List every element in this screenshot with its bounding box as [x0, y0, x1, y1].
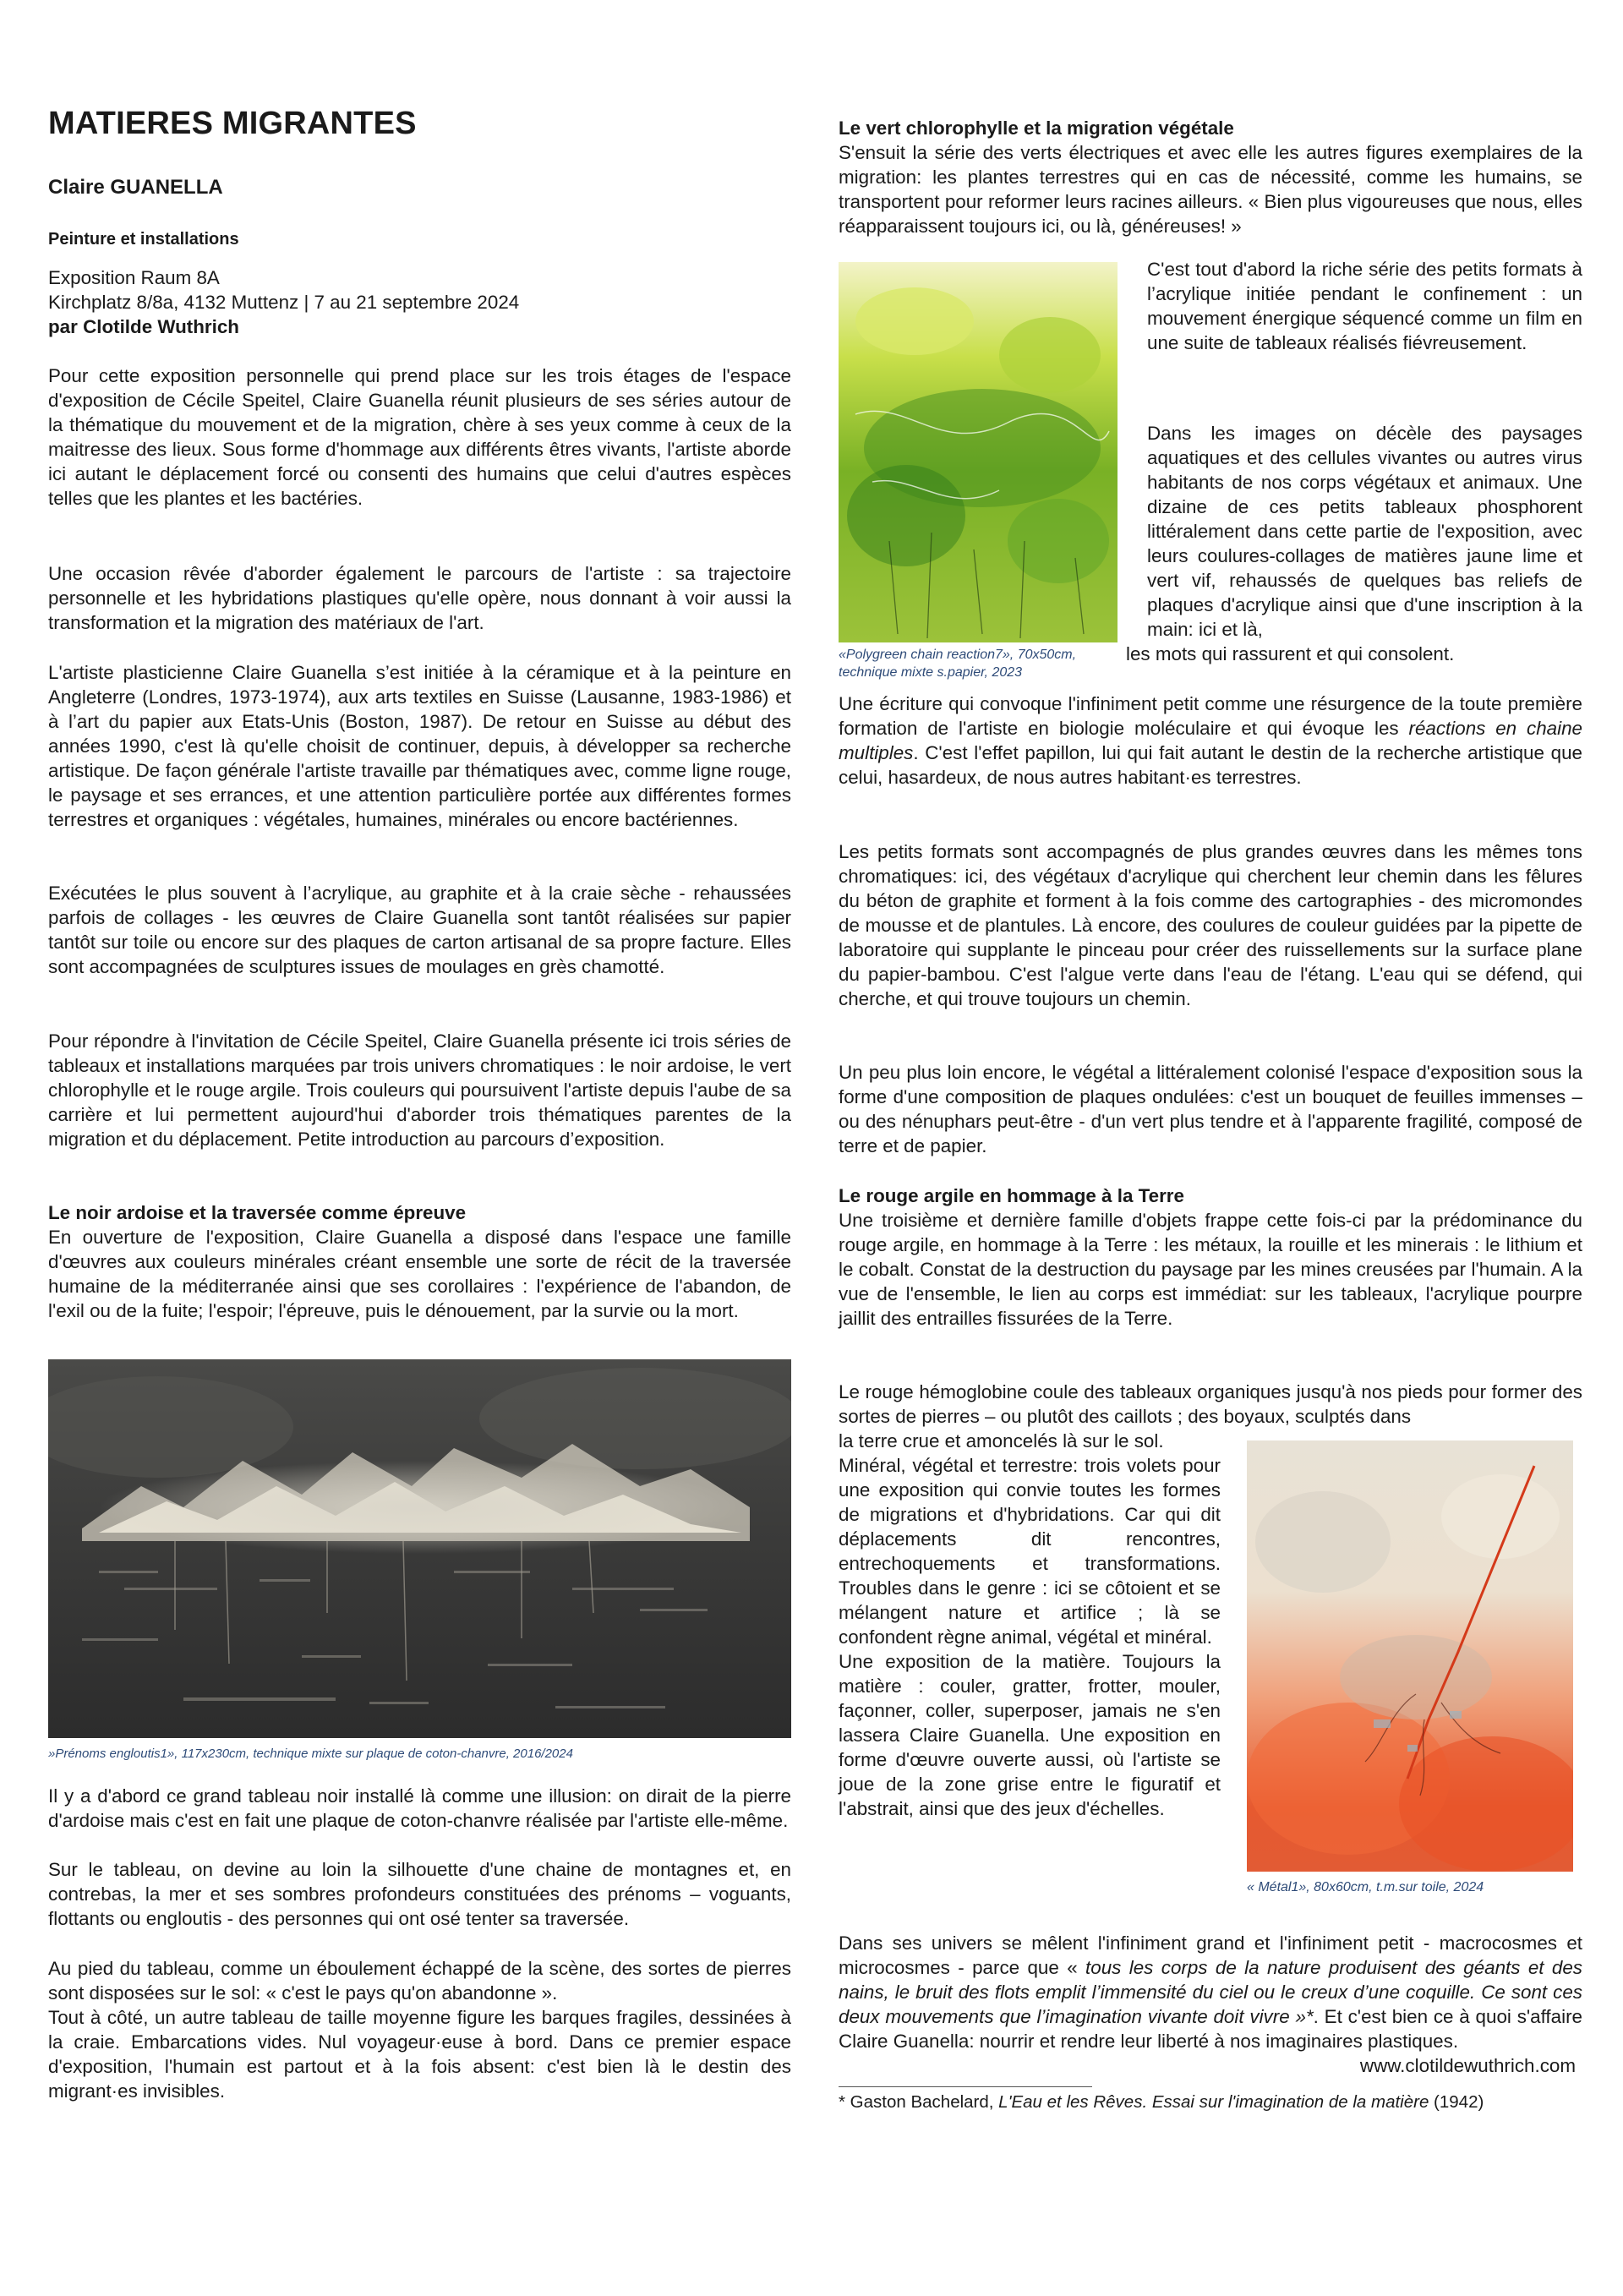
paragraph: Dans les images on décèle des paysages aquatiques et des cellules vivantes ou autres virus habitants de nos corps végétaux et animaux. Une dizaine de ces petits tableaux phosphorent littéralement dans cette partie de l'exposition, avec leurs coulures-collages de matières jaune lime et vert vif, rehaussés de quelques bas reliefs de plaques d'acrylique ainsi que d'une inscription à la main: ici et là, — [1147, 423, 1582, 640]
address-dates: Kirchplatz 8/8a, 4132 Muttenz | 7 au 21 septembre 2024 — [48, 292, 520, 313]
paragraph: Il y a d'abord ce grand tableau noir installé là comme une illusion: on dirait de la pierre d'ardoise mais c'est en fait une plaque de coton-chanvre réalisée par l'artiste elle-même. — [48, 1785, 791, 1831]
artwork-image-metal — [1247, 1440, 1573, 1872]
article-title: MATIERES MIGRANTES — [48, 106, 417, 141]
exhibition-venue: Exposition Raum 8A — [48, 267, 220, 288]
paragraph: Tout à côté, un autre tableau de taille moyenne figure les barques fragiles, dessinées à la craie. Embarcations vides. Nul voyageur·euse à bord. Dans ce premier espace d'exposition, l'humain est partout et à la fois absent: c'est bien là le destin des migrant·es invisibles. — [48, 2007, 791, 2102]
paragraph: Exécutées le plus souvent à l’acrylique, au graphite et à la craie sèche - rehaussées parfois de collages - les œuvres de Claire Guanella sont tantôt réalisées sur papier tantôt sur toile ou encore sur des plaques de carton artisanal de sa propre facture. Elles sont accompagnées de sculptures issues de moulages en grès chamotté. — [48, 883, 791, 977]
section-heading-noir: Le noir ardoise et la traversée comme épreuve — [48, 1202, 467, 1223]
paragraph: Les petits formats sont accompagnés de plus grandes œuvres dans les mêmes tons chromatiques: ici, des végétaux d'acrylique qui cherchent leur chemin dans les fêlures du béton de graphite et forment à la fois comme des cartographies - des micromondes de mousse et de plantules. Là encore, des coulures de couleur guidées par la pipette de laboratoire qui supplante le pinceau pour créer des ruissellements sur la surface plane du papier-bambou. C'est l'algue verte dans l'eau de l'étang. L'eau qui se défend, qui cherche, et qui trouve toujours un chemin. — [839, 841, 1582, 1009]
website-link[interactable]: www.clotildewuthrich.com — [1359, 2055, 1576, 2076]
figure-caption: «Polygreen chain reaction7», 70x50cm, technique mixte s.papier, 2023 — [839, 648, 1077, 680]
artist-name: Claire GUANELLA — [48, 176, 223, 199]
paragraph: Un peu plus loin encore, le végétal a littéralement colonisé l'espace d'exposition sous la forme d'une composition de plaques ondulées: c'est un bouquet de feuilles immenses – ou des nénuphars peut-être - d'un vert plus tendre et à l'apparente fragilité, composé de terre et de papier. — [839, 1062, 1582, 1156]
paragraph: Minéral, végétal et terrestre: trois volets pour une exposition qui convie toutes les formes de migrations et d'hybridations. Car qui dit déplacements dit rencontres, entrechoquements et transformations. Troubles dans le genre : ici se côtoient et se mélangent nature et artifice ; là se confondent règne animal, végétal et minéral. — [839, 1455, 1221, 1648]
article-subtitle: Peinture et installations — [48, 230, 239, 249]
paragraph: Dans ses univers se mêlent l'infiniment grand et l'infiniment petit - macrocosmes et microcosmes - parce que « tous les corps de la nature produisent des géants et des nains, le bruit des flots emplit l’immensité du ciel ou le creux d’une coquille. Ce sont ces deux mouvements que l’imagination vivante doit vivre »*. Et c'est bien ce à quoi s'affaire Claire Guanella: nourrir et rendre leur liberté à nos imaginaires plastiques. — [839, 1932, 1582, 2052]
figure-caption: « Métal1», 80x60cm, t.m.sur toile, 2024 — [1247, 1880, 1484, 1894]
paragraph: Au pied du tableau, comme un éboulement échappé de la scène, des sortes de pierres sont disposées sur le sol: « c'est le pays qu'on abandonne ». — [48, 1958, 791, 2004]
author-byline: par Clotilde Wuthrich — [48, 316, 239, 337]
paragraph: L'artiste plasticienne Claire Guanella s’est initiée à la céramique et à la peinture en Angleterre (Londres, 1973-1974), aux arts textiles en Suisse (Lausanne, 1983-1986) et à l’art du papier aux Etats-Unis (Boston, 1987). De retour en Suisse au début des années 1990, c'est là qu'elle choisit de continuer, depuis, à développer sa recherche artistique. De façon générale l'artiste travaille par thématiques avec, comme ligne rouge, le paysage et ses errances, et une attention particulière portée aux différentes formes terrestres et organiques : végétales, humaines, minérales ou encore bactériennes. — [48, 662, 791, 830]
paragraph: Sur le tableau, on devine au loin la silhouette d'une chaine de montagnes et, en contrebas, la mer et ses sombres profondeurs constituées des prénoms – voguants, flottants ou engloutis - des personnes qui ont osé tenter sa traversée. — [48, 1859, 791, 1929]
footnote-divider — [839, 2086, 1092, 2087]
paragraph: En ouverture de l'exposition, Claire Guanella a disposé dans l'espace une famille d'œuvres aux couleurs minérales créant ensemble une sorte de récit de la traversée humaine de la méditerranée ainsi que ses corollaires : l'expérience de l'abandon, de l'exil ou de la fuite; l'espoir; l'épreuve, puis le dénouement, par la survie ou la mort. — [48, 1227, 791, 1321]
paragraph: Une exposition de la matière. Toujours la matière : couler, gratter, frotter, mouler, façonner, coller, superposer, jamais ne s'en lassera Claire Guanella. Une exposition en forme d'œuvre ouverte aussi, où l'artiste se joue de la zone grise entre le figuratif et l'abstrait, ainsi que des jeux d'échelles. — [839, 1651, 1221, 1819]
artwork-image-prenoms-engloutis — [48, 1359, 791, 1738]
paragraph: Une troisième et dernière famille d'objets frappe cette fois-ci par la prédominance du rouge argile, en hommage à la Terre : les métaux, la rouille et les minerais : le lithium et le cobalt. Constat de la destruction du paysage par les mines creusées par l'humain. A la vue de l'ensemble, le lien au corps est immédiat: sur les tableaux, l'acrylique pourpre jaillit des entrailles fissurées de la Terre. — [839, 1210, 1582, 1329]
paragraph: Pour répondre à l'invitation de Cécile Speitel, Claire Guanella présente ici trois séries de tableaux et installations marquées par trois univers chromatiques : le noir ardoise, le vert chlorophylle et le rouge argile. Trois couleurs qui poursuivent l'artiste depuis l'aube de sa carrière et lui permettent aujourd'hui d'aborder trois thématiques parentes de la migration et du déplacement. Petite introduction au parcours d’exposition. — [48, 1030, 791, 1150]
footnote: * Gaston Bachelard, L'Eau et les Rêves. Essai sur l'imagination de la matière (1942) — [839, 2092, 1484, 2112]
paragraph: S'ensuit la série des verts électriques et avec elle les autres figures exemplaires de la migration: les plantes terrestres qui en cas de nécessité, comme les humains, se transportent pour reformer leurs racines ailleurs. « Bien plus vigoureuses que nous, elles réapparaissent toujours ici, ou là, généreuses! » — [839, 142, 1582, 237]
paragraph: Une occasion rêvée d'aborder également le parcours de l'artiste : sa trajectoire personnelle et les hybridations plastiques qu'elle opère, nous donnant à voir aussi la transformation et la migration des matériaux de l'art. — [48, 563, 791, 633]
section-heading-rouge: Le rouge argile en hommage à la Terre — [839, 1185, 1184, 1206]
paragraph: Une écriture qui convoque l'infiniment petit comme une résurgence de la toute première formation de l'artiste en biologie moléculaire et qui évoque les réactions en chaine multiples. C'est l'effet papillon, lui qui fait autant le destin de la recherche artistique que celui, hasardeux, de nous autres habitant·es terrestres. — [839, 693, 1583, 788]
artwork-image-polygreen — [839, 262, 1118, 642]
section-heading-vert: Le vert chlorophylle et la migration végétale — [839, 118, 1234, 139]
figure-caption: »Prénoms engloutis1», 117x230cm, technique mixte sur plaque de coton-chanvre, 2016/2024 — [48, 1747, 573, 1761]
intro-paragraph: Pour cette exposition personnelle qui prend place sur les trois étages de l'espace d'exposition de Cécile Speitel, Claire Guanella réunit plusieurs de ses séries autour de la thématique du mouvement et de la migration, chère à ses yeux comme à ceux de la maitresse des lieux. Sous forme d'hommage aux différents êtres vivants, l'artiste aborde ici autant le déplacement forcé ou consenti des humains que celui d'autres espèces telles que les plantes et les bactéries. — [48, 365, 791, 509]
paragraph: Le rouge hémoglobine coule des tableaux organiques jusqu'à nos pieds pour former des sortes de pierres – ou plutôt des caillots ; des boyaux, sculptés dans — [839, 1381, 1582, 1427]
paragraph-continuation: les mots qui rassurent et qui consolent. — [1126, 643, 1455, 664]
paragraph-continuation: la terre crue et amoncelés là sur le sol. — [839, 1430, 1164, 1451]
paragraph: C'est tout d'abord la riche série des petits formats à l’acrylique initiée pendant le confinement : un mouvement énergique séquencé comme un film en une suite de tableaux réalisés fiévreusement. — [1147, 259, 1582, 353]
